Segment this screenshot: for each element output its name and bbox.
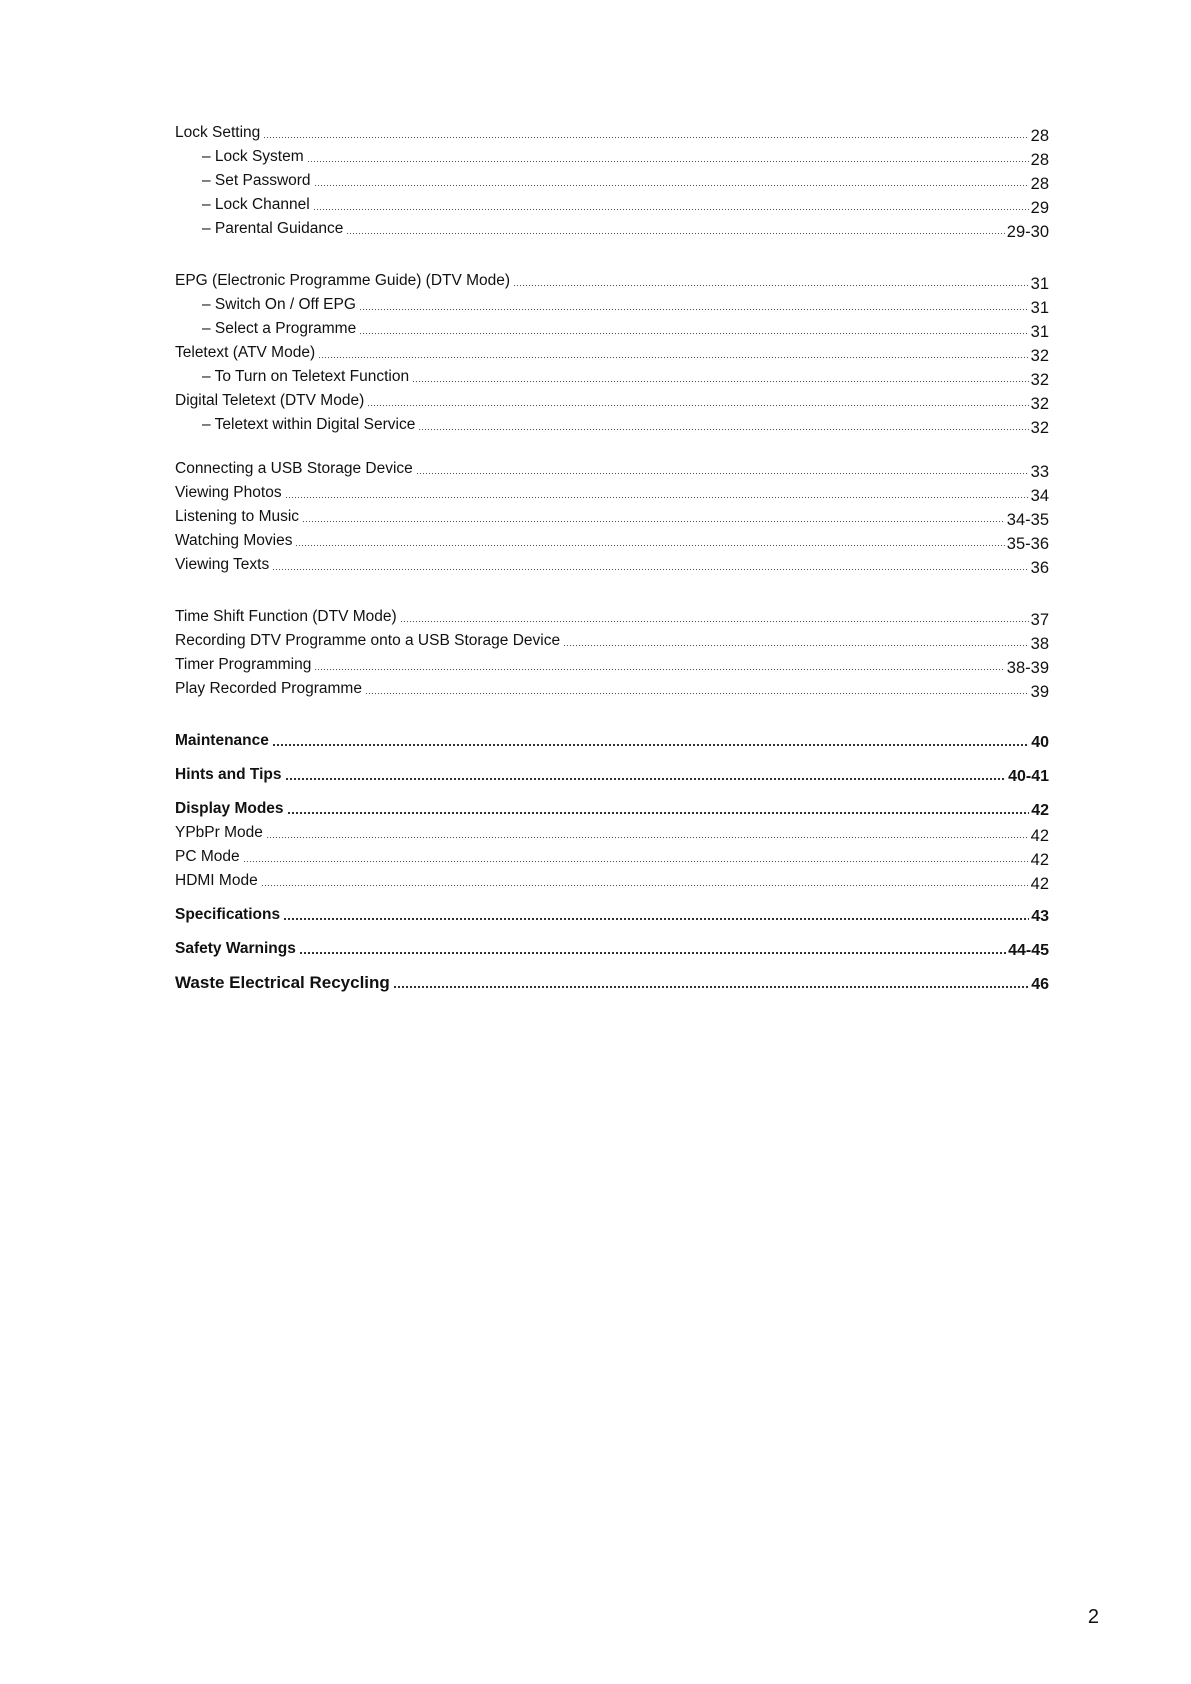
toc-entry-page: 39 — [1030, 683, 1049, 701]
toc-entry — [175, 674, 1049, 701]
toc-entry-page: 28 — [1030, 175, 1049, 193]
toc-entry-page: 31 — [1030, 299, 1049, 317]
dot-leader — [412, 371, 1029, 383]
toc-entry-label: – Lock Channel — [202, 196, 310, 213]
toc-section-entry — [175, 934, 1049, 958]
dot-leader — [263, 127, 1028, 139]
toc-entry-label: Specifications — [175, 906, 281, 923]
dot-leader — [287, 803, 1030, 815]
dot-leader — [295, 535, 1004, 547]
dot-leader — [346, 223, 1004, 235]
toc-entry — [175, 266, 1049, 293]
toc-entry-page: 34 — [1030, 487, 1049, 505]
page-number: 2 — [1087, 1606, 1099, 1628]
toc-entry-page: 32 — [1030, 347, 1049, 365]
toc-entry-page: 44-45 — [1008, 942, 1049, 959]
dot-leader — [314, 659, 1004, 671]
toc-entry-page: 38-39 — [1006, 659, 1049, 677]
toc-entry-label: – Select a Programme — [202, 320, 357, 337]
dot-leader — [513, 275, 1029, 287]
toc-entry-label: Timer Programming — [175, 656, 312, 673]
toc-section-entry — [175, 760, 1049, 784]
toc-entry — [175, 362, 1049, 389]
toc-entry — [175, 526, 1049, 553]
dot-leader — [285, 769, 1007, 781]
toc-entry — [175, 550, 1049, 577]
dot-leader — [307, 151, 1029, 163]
toc-entry — [175, 290, 1049, 317]
dot-leader — [418, 419, 1028, 431]
toc-entry — [175, 142, 1049, 169]
toc-entry-label: Hints and Tips — [175, 766, 282, 783]
toc-entry-label: Safety Warnings — [175, 940, 296, 957]
toc-entry-page: 40 — [1031, 734, 1049, 751]
dot-leader — [318, 347, 1029, 359]
toc-entry-label: Play Recorded Programme — [175, 680, 362, 697]
toc-entry-page: 38 — [1030, 635, 1049, 653]
dot-leader — [299, 943, 1006, 955]
toc-entry-label: HDMI Mode — [175, 872, 258, 889]
toc-entry-page: 34-35 — [1006, 511, 1049, 529]
toc-section-entry — [175, 794, 1049, 818]
toc-entry-label: – Teletext within Digital Service — [202, 416, 416, 433]
toc-entry-label: Maintenance — [175, 732, 269, 749]
toc-entry-page: 33 — [1030, 463, 1049, 481]
toc-section-entry — [175, 726, 1049, 750]
toc-entry-label: Lock Setting — [175, 124, 261, 141]
toc-entry-label: PC Mode — [175, 848, 240, 865]
toc-section-entry — [175, 968, 1049, 992]
toc-entry-page: 31 — [1030, 323, 1049, 341]
toc-entry-page: 42 — [1031, 802, 1049, 819]
dot-leader — [359, 299, 1029, 311]
toc-entry — [175, 478, 1049, 505]
toc-entry — [175, 650, 1049, 677]
toc-entry-page: 40-41 — [1008, 768, 1049, 785]
toc-entry — [175, 314, 1049, 341]
toc-entry-page: 42 — [1030, 851, 1049, 869]
toc-entry — [175, 166, 1049, 193]
toc-entry — [175, 502, 1049, 529]
table-of-contents — [175, 118, 1049, 992]
dot-leader — [365, 683, 1029, 695]
dot-leader — [272, 559, 1028, 571]
toc-entry — [175, 214, 1049, 241]
toc-entry-label: Waste Electrical Recycling — [175, 973, 390, 992]
toc-entry — [175, 386, 1049, 413]
toc-entry-page: 32 — [1030, 395, 1049, 413]
dot-leader — [314, 175, 1029, 187]
toc-entry — [175, 190, 1049, 217]
toc-entry-page: 32 — [1030, 419, 1049, 437]
toc-entry-label: Recording DTV Programme onto a USB Storage Device — [175, 632, 561, 649]
toc-entry — [175, 118, 1049, 145]
dot-leader — [563, 635, 1029, 647]
toc-entry — [175, 602, 1049, 629]
dot-leader — [313, 199, 1029, 211]
toc-entry-page: 32 — [1030, 371, 1049, 389]
toc-entry-label: Listening to Music — [175, 508, 300, 525]
dot-leader — [359, 323, 1028, 335]
toc-entry — [175, 410, 1049, 437]
toc-entry-label: Digital Teletext (DTV Mode) — [175, 392, 365, 409]
toc-entry-page: 28 — [1030, 151, 1049, 169]
dot-leader — [272, 735, 1029, 747]
toc-entry-label: EPG (Electronic Programme Guide) (DTV Mode) — [175, 272, 511, 289]
dot-leader — [400, 611, 1029, 623]
dot-leader — [302, 511, 1005, 523]
dot-leader — [416, 463, 1029, 475]
toc-section-entry — [175, 900, 1049, 924]
toc-entry-label: Connecting a USB Storage Device — [175, 460, 413, 477]
toc-entry — [175, 866, 1049, 893]
toc-entry-page: 42 — [1030, 827, 1049, 845]
toc-entry-label: Time Shift Function (DTV Mode) — [175, 608, 397, 625]
dot-leader — [261, 875, 1029, 887]
toc-entry-label: YPbPr Mode — [175, 824, 263, 841]
toc-entry — [175, 338, 1049, 365]
toc-entry — [175, 626, 1049, 653]
toc-entry-label: – Parental Guidance — [202, 220, 344, 237]
toc-entry-page: 37 — [1030, 611, 1049, 629]
dot-leader — [285, 487, 1029, 499]
toc-entry — [175, 818, 1049, 845]
toc-entry-label: Viewing Texts — [175, 556, 270, 573]
toc-entry-label: Teletext (ATV Mode) — [175, 344, 316, 361]
toc-entry-page: 46 — [1031, 976, 1049, 993]
toc-entry-page: 43 — [1031, 908, 1049, 925]
toc-entry-label: – Switch On / Off EPG — [202, 296, 356, 313]
toc-entry-page: 28 — [1030, 127, 1049, 145]
toc-entry-label: – To Turn on Teletext Function — [202, 368, 410, 385]
toc-entry-label: Viewing Photos — [175, 484, 282, 501]
toc-entry-label: Watching Movies — [175, 532, 293, 549]
toc-entry-label: Display Modes — [175, 800, 284, 817]
dot-leader — [393, 977, 1029, 989]
toc-entry-page: 36 — [1030, 559, 1049, 577]
dot-leader — [283, 909, 1029, 921]
toc-entry-page: 42 — [1030, 875, 1049, 893]
toc-entry-page: 29 — [1030, 199, 1049, 217]
toc-entry-label: – Set Password — [202, 172, 311, 189]
toc-entry-page: 31 — [1030, 275, 1049, 293]
toc-entry-page: 35-36 — [1006, 535, 1049, 553]
toc-entry — [175, 842, 1049, 869]
dot-leader — [367, 395, 1028, 407]
toc-entry-label: – Lock System — [202, 148, 304, 165]
dot-leader — [243, 851, 1029, 863]
dot-leader — [266, 827, 1029, 839]
toc-entry-page: 29-30 — [1006, 223, 1049, 241]
toc-entry — [175, 454, 1049, 481]
